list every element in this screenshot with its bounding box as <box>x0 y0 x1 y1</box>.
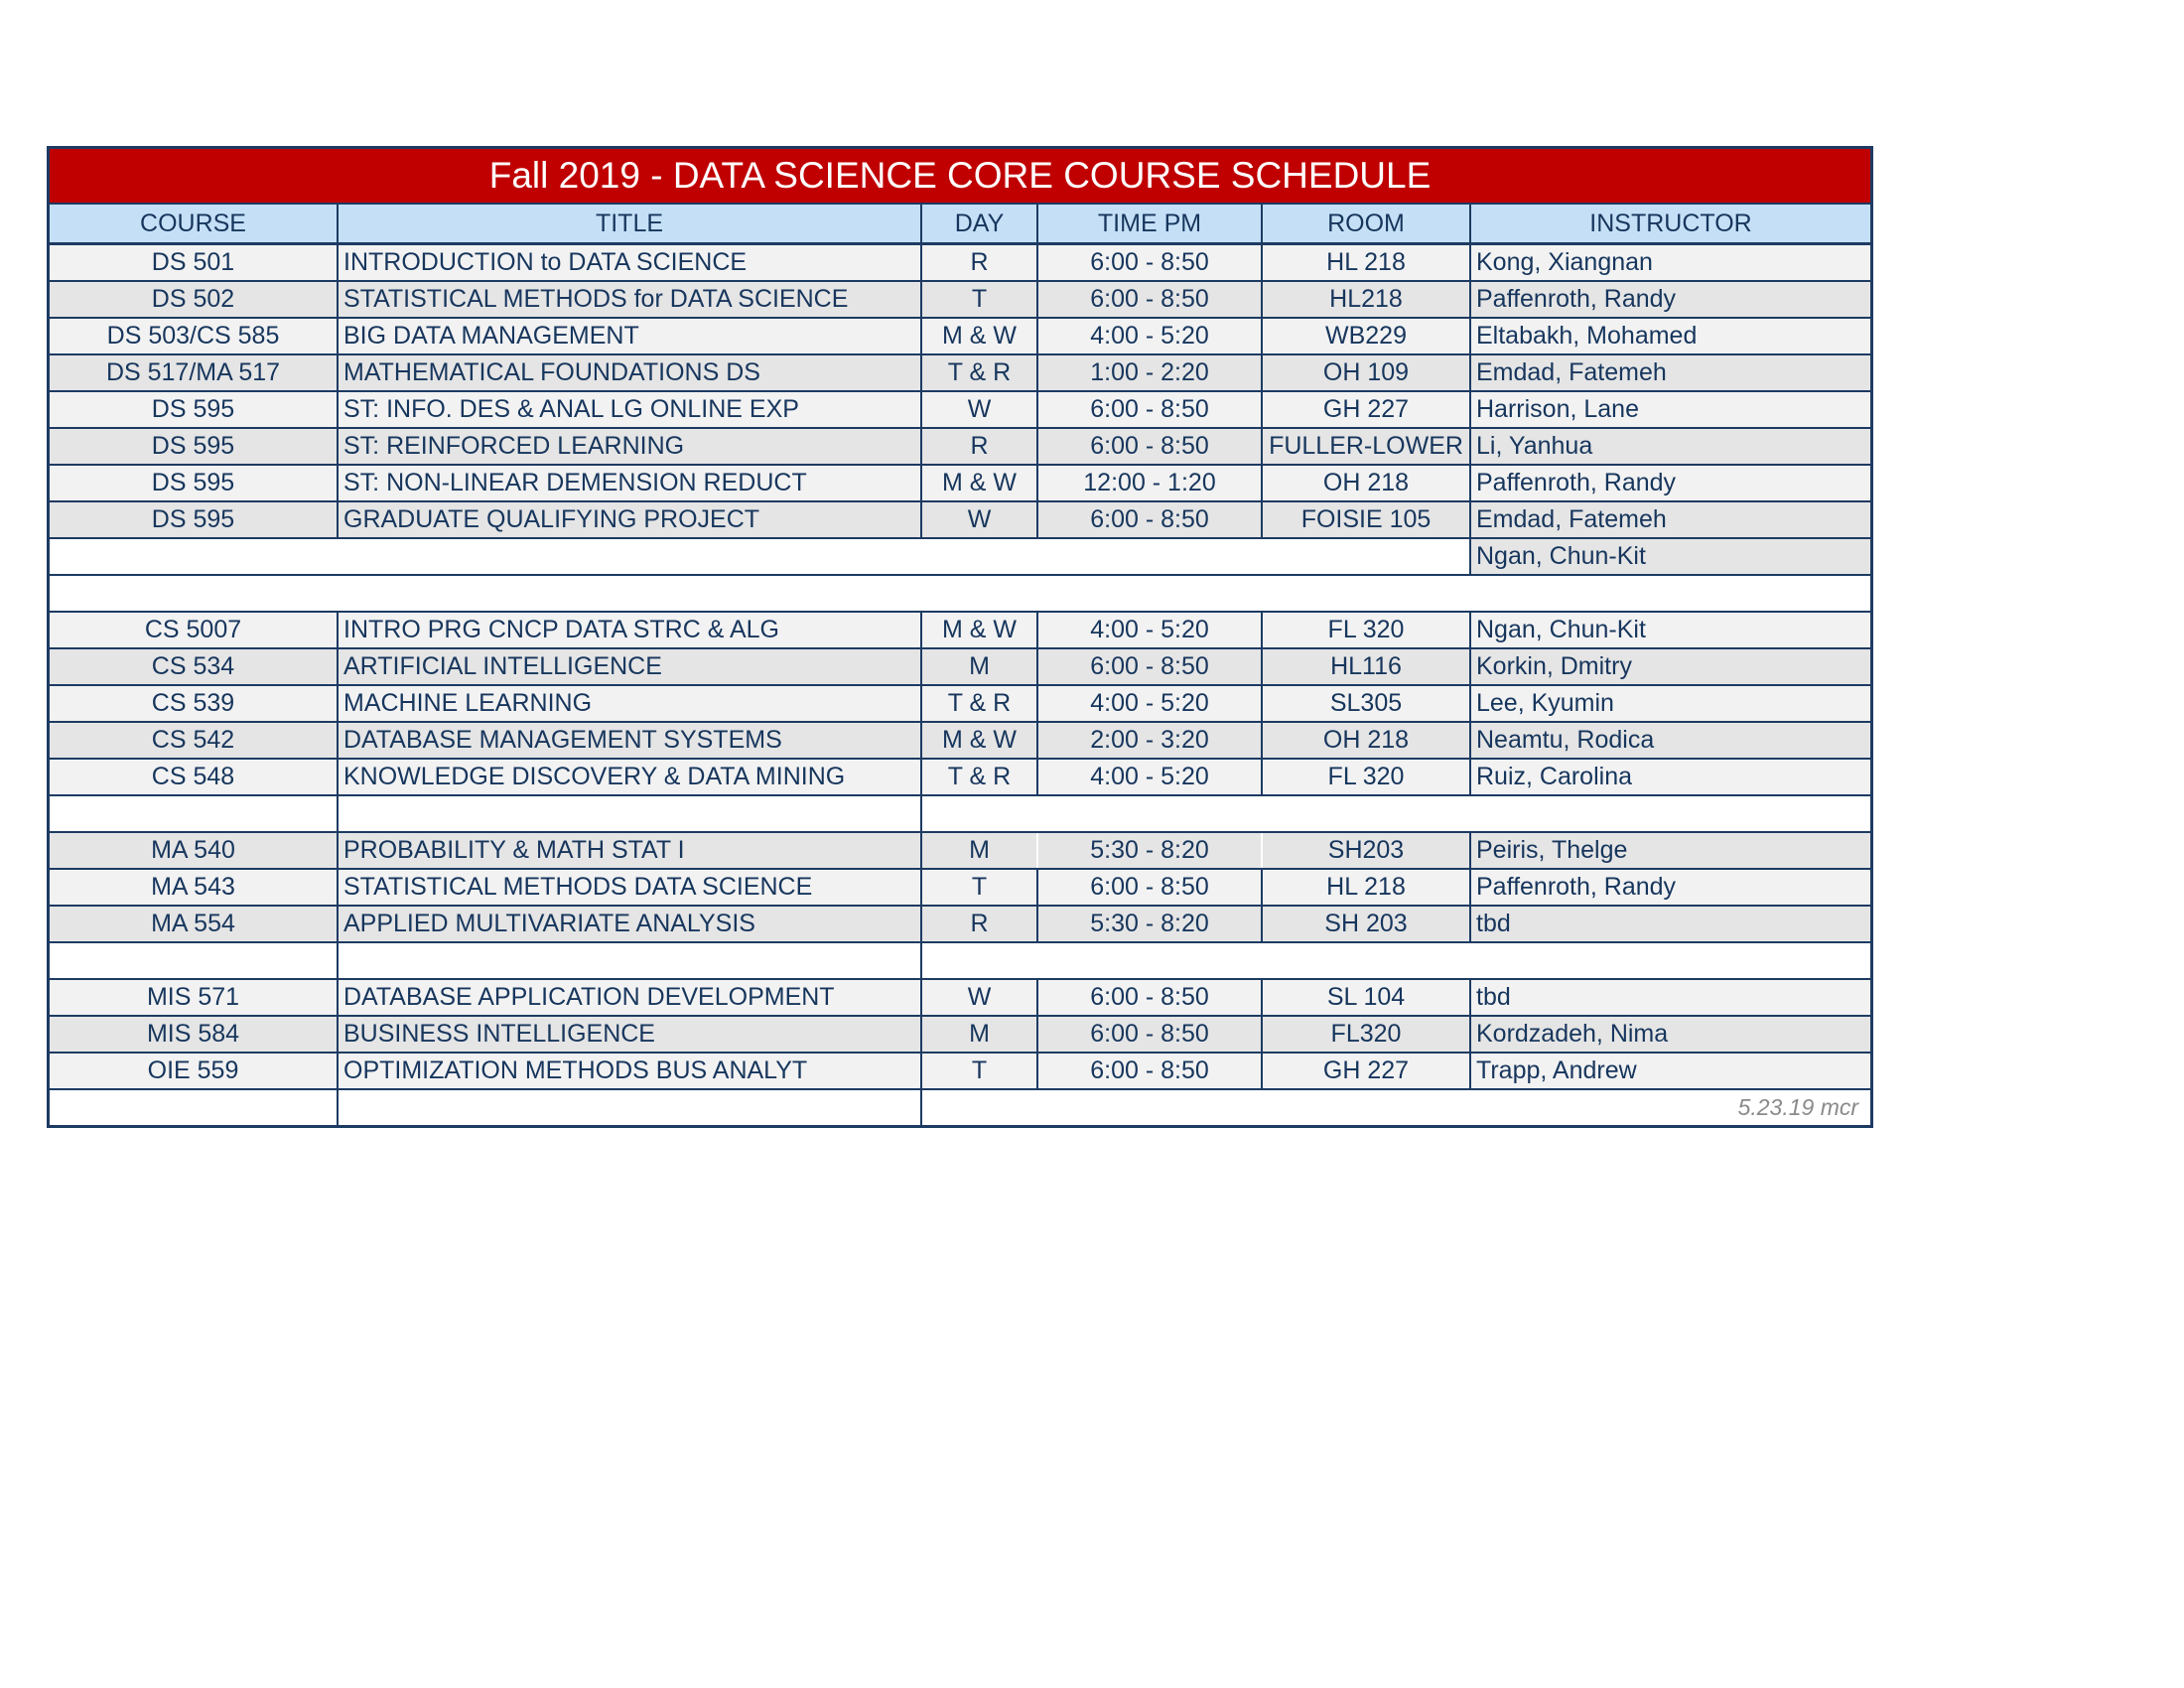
room-cell: GH 227 <box>1262 391 1470 428</box>
course-row <box>50 979 1870 1016</box>
room-cell: SH203 <box>1262 832 1470 869</box>
course-row <box>50 832 1870 869</box>
column-header-time: TIME PM <box>1037 204 1262 244</box>
course-cell: MA 540 <box>50 832 338 869</box>
day-cell: R <box>921 906 1037 942</box>
time-cell: 5:30 - 8:20 <box>1037 832 1262 869</box>
empty-cell <box>921 942 1870 979</box>
day-cell: R <box>921 428 1037 465</box>
instructor-cell: Kordzadeh, Nima <box>1470 1016 1870 1053</box>
time-cell: 6:00 - 8:50 <box>1037 244 1262 282</box>
empty-cell <box>338 1089 921 1125</box>
day-cell: W <box>921 979 1037 1016</box>
time-cell: 4:00 - 5:20 <box>1037 318 1262 354</box>
schedule-title: Fall 2019 - DATA SCIENCE CORE COURSE SCHEDULE <box>50 149 1870 204</box>
course-row <box>50 612 1870 648</box>
time-cell: 6:00 - 8:50 <box>1037 869 1262 906</box>
course-cell: CS 534 <box>50 648 338 685</box>
time-cell: 5:30 - 8:20 <box>1037 906 1262 942</box>
time-cell: 6:00 - 8:50 <box>1037 501 1262 538</box>
schedule-body <box>50 149 1870 1125</box>
header-row <box>50 204 1870 244</box>
room-cell: HL 218 <box>1262 244 1470 282</box>
instructor-cell: Trapp, Andrew <box>1470 1053 1870 1089</box>
course-cell: DS 517/MA 517 <box>50 354 338 391</box>
course-cell: MA 554 <box>50 906 338 942</box>
course-row <box>50 465 1870 501</box>
course-cell: CS 539 <box>50 685 338 722</box>
title-cell: MATHEMATICAL FOUNDATIONS DS <box>338 354 921 391</box>
instructor-cell: Neamtu, Rodica <box>1470 722 1870 759</box>
course-row <box>50 1016 1870 1053</box>
room-cell: FULLER-LOWER <box>1262 428 1470 465</box>
title-cell: ST: REINFORCED LEARNING <box>338 428 921 465</box>
title-cell: GRADUATE QUALIFYING PROJECT <box>338 501 921 538</box>
title-cell: DATABASE APPLICATION DEVELOPMENT <box>338 979 921 1016</box>
column-header-day: DAY <box>921 204 1037 244</box>
room-cell: HL116 <box>1262 648 1470 685</box>
instructor-cell: Emdad, Fatemeh <box>1470 354 1870 391</box>
instructor-cell: Ngan, Chun-Kit <box>1470 612 1870 648</box>
instructor-cell: tbd <box>1470 906 1870 942</box>
instructor-cell: Paffenroth, Randy <box>1470 465 1870 501</box>
course-cell: MA 543 <box>50 869 338 906</box>
day-cell: M & W <box>921 318 1037 354</box>
course-row <box>50 501 1870 538</box>
day-cell: T <box>921 869 1037 906</box>
course-cell: OIE 559 <box>50 1053 338 1089</box>
empty-cell <box>338 795 921 832</box>
day-cell: T <box>921 281 1037 318</box>
room-cell: SH 203 <box>1262 906 1470 942</box>
course-cell: DS 502 <box>50 281 338 318</box>
room-cell: SL305 <box>1262 685 1470 722</box>
course-cell: DS 503/CS 585 <box>50 318 338 354</box>
instructor-cell: Eltabakh, Mohamed <box>1470 318 1870 354</box>
title-cell: KNOWLEDGE DISCOVERY & DATA MINING <box>338 759 921 795</box>
day-cell: M & W <box>921 465 1037 501</box>
column-header-instructor: INSTRUCTOR <box>1470 204 1870 244</box>
course-cell: MIS 571 <box>50 979 338 1016</box>
title-cell: DATABASE MANAGEMENT SYSTEMS <box>338 722 921 759</box>
title-cell: ARTIFICIAL INTELLIGENCE <box>338 648 921 685</box>
day-cell: W <box>921 501 1037 538</box>
column-header-room: ROOM <box>1262 204 1470 244</box>
course-row <box>50 318 1870 354</box>
time-cell: 6:00 - 8:50 <box>1037 391 1262 428</box>
day-cell: W <box>921 391 1037 428</box>
instructor-cell: Ruiz, Carolina <box>1470 759 1870 795</box>
instructor-cell: tbd <box>1470 979 1870 1016</box>
title-cell: ST: INFO. DES & ANAL LG ONLINE EXP <box>338 391 921 428</box>
day-cell: M & W <box>921 612 1037 648</box>
room-cell: FL 320 <box>1262 612 1470 648</box>
section-spacer-row <box>50 795 1870 832</box>
course-cell: DS 595 <box>50 428 338 465</box>
day-cell: M <box>921 648 1037 685</box>
empty-cell <box>50 942 338 979</box>
title-cell: INTRO PRG CNCP DATA STRC & ALG <box>338 612 921 648</box>
instructor-cell: Peiris, Thelge <box>1470 832 1870 869</box>
room-cell: HL218 <box>1262 281 1470 318</box>
course-cell: DS 595 <box>50 391 338 428</box>
course-row <box>50 428 1870 465</box>
empty-cell <box>921 795 1870 832</box>
course-row <box>50 1053 1870 1089</box>
time-cell: 6:00 - 8:50 <box>1037 648 1262 685</box>
course-row <box>50 648 1870 685</box>
empty-cell <box>50 575 1870 612</box>
room-cell: FL320 <box>1262 1016 1470 1053</box>
course-row <box>50 906 1870 942</box>
time-cell: 6:00 - 8:50 <box>1037 1016 1262 1053</box>
course-row <box>50 281 1870 318</box>
column-header-title: TITLE <box>338 204 921 244</box>
instructor-cell: Emdad, Fatemeh <box>1470 501 1870 538</box>
title-cell: INTRODUCTION to DATA SCIENCE <box>338 244 921 282</box>
day-cell: T & R <box>921 759 1037 795</box>
course-cell: DS 595 <box>50 501 338 538</box>
course-cell: CS 548 <box>50 759 338 795</box>
room-cell: SL 104 <box>1262 979 1470 1016</box>
instructor-cell: Lee, Kyumin <box>1470 685 1870 722</box>
revision-footnote: 5.23.19 mcr <box>921 1089 1870 1125</box>
section-spacer-row <box>50 575 1870 612</box>
section-spacer-row <box>50 942 1870 979</box>
room-cell: OH 218 <box>1262 465 1470 501</box>
time-cell: 4:00 - 5:20 <box>1037 759 1262 795</box>
instructor-cell: Paffenroth, Randy <box>1470 281 1870 318</box>
time-cell: 6:00 - 8:50 <box>1037 1053 1262 1089</box>
day-cell: T & R <box>921 685 1037 722</box>
title-cell: BUSINESS INTELLIGENCE <box>338 1016 921 1053</box>
instructor-cell: Paffenroth, Randy <box>1470 869 1870 906</box>
course-row <box>50 354 1870 391</box>
empty-cell <box>50 795 338 832</box>
empty-cell <box>50 1089 338 1125</box>
day-cell: M <box>921 1016 1037 1053</box>
time-cell: 6:00 - 8:50 <box>1037 281 1262 318</box>
day-cell: T <box>921 1053 1037 1089</box>
room-cell: WB229 <box>1262 318 1470 354</box>
title-cell: BIG DATA MANAGEMENT <box>338 318 921 354</box>
title-cell: PROBABILITY & MATH STAT I <box>338 832 921 869</box>
room-cell: HL 218 <box>1262 869 1470 906</box>
room-cell: OH 218 <box>1262 722 1470 759</box>
empty-cell <box>50 538 1470 575</box>
course-cell: CS 542 <box>50 722 338 759</box>
course-row <box>50 244 1870 282</box>
course-schedule-table <box>50 149 1870 1125</box>
day-cell: T & R <box>921 354 1037 391</box>
course-cell: MIS 584 <box>50 1016 338 1053</box>
title-row <box>50 149 1870 204</box>
title-cell: APPLIED MULTIVARIATE ANALYSIS <box>338 906 921 942</box>
title-cell: STATISTICAL METHODS DATA SCIENCE <box>338 869 921 906</box>
instructor-cell: Kong, Xiangnan <box>1470 244 1870 282</box>
course-cell: DS 595 <box>50 465 338 501</box>
title-cell: ST: NON-LINEAR DEMENSION REDUCT <box>338 465 921 501</box>
additional-instructor-row <box>50 538 1870 575</box>
time-cell: 12:00 - 1:20 <box>1037 465 1262 501</box>
empty-cell <box>338 942 921 979</box>
room-cell: OH 109 <box>1262 354 1470 391</box>
course-cell: CS 5007 <box>50 612 338 648</box>
day-cell: M <box>921 832 1037 869</box>
course-row <box>50 391 1870 428</box>
instructor-cell: Harrison, Lane <box>1470 391 1870 428</box>
time-cell: 1:00 - 2:20 <box>1037 354 1262 391</box>
instructor-cell: Korkin, Dmitry <box>1470 648 1870 685</box>
time-cell: 4:00 - 5:20 <box>1037 612 1262 648</box>
time-cell: 4:00 - 5:20 <box>1037 685 1262 722</box>
day-cell: R <box>921 244 1037 282</box>
room-cell: FOISIE 105 <box>1262 501 1470 538</box>
course-row <box>50 722 1870 759</box>
course-cell: DS 501 <box>50 244 338 282</box>
title-cell: MACHINE LEARNING <box>338 685 921 722</box>
instructor-cell: Ngan, Chun-Kit <box>1470 538 1870 575</box>
course-row <box>50 869 1870 906</box>
title-cell: STATISTICAL METHODS for DATA SCIENCE <box>338 281 921 318</box>
time-cell: 6:00 - 8:50 <box>1037 979 1262 1016</box>
footer-row <box>50 1089 1870 1125</box>
course-row <box>50 685 1870 722</box>
column-header-course: COURSE <box>50 204 338 244</box>
time-cell: 6:00 - 8:50 <box>1037 428 1262 465</box>
room-cell: GH 227 <box>1262 1053 1470 1089</box>
room-cell: FL 320 <box>1262 759 1470 795</box>
course-row <box>50 759 1870 795</box>
instructor-cell: Li, Yanhua <box>1470 428 1870 465</box>
title-cell: OPTIMIZATION METHODS BUS ANALYT <box>338 1053 921 1089</box>
time-cell: 2:00 - 3:20 <box>1037 722 1262 759</box>
day-cell: M & W <box>921 722 1037 759</box>
